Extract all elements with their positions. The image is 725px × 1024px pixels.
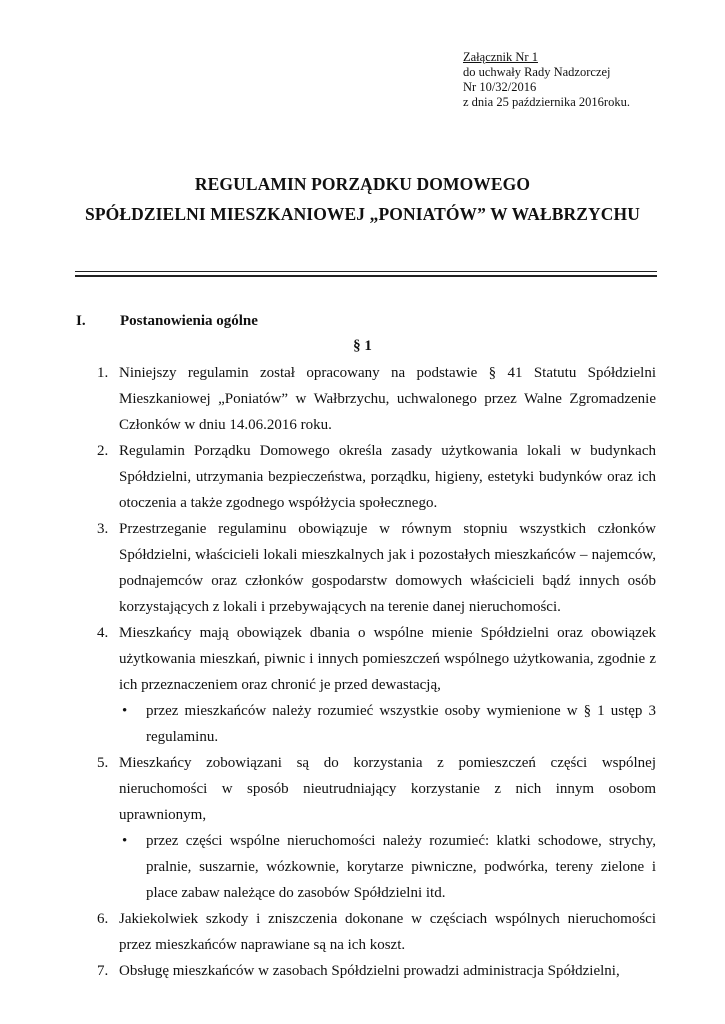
list-item-text: Niniejszy regulamin został opracowany na podstawie § 41 Statutu Spółdzielni Mieszkaniowej „Poniatów” w Wałbrzychu, uchwalonego przez Walne Zgromadzenie Członków w dniu 14.06.2016 roku. — [119, 365, 656, 433]
attachment-resolution-number: Nr 10/32/2016 — [463, 80, 537, 94]
list-item-3 — [97, 516, 656, 620]
list-item-number: 1. — [97, 365, 109, 381]
list-item-2 — [97, 438, 656, 516]
list-item-text: Przestrzeganie regulaminu obowiązuje w równym stopniu wszystkich członków Spółdzielni, właścicieli lokali mieszkalnych jak i pozostałych mieszkańców – najemców, podnajemców oraz członków gospodarstw domowych właścicieli bądź innych osób korzystających z lokali i przebywających na terenie danej nieruchomości. — [119, 521, 656, 615]
document-subtitle: SPÓŁDZIELNI MIESZKANIOWEJ „PONIATÓW” W WAŁBRZYCHU — [85, 204, 640, 224]
list-item-7 — [97, 958, 656, 984]
bullet-text: przez mieszkańców należy rozumieć wszystkie osoby wymienione w § 1 ustęp 3 regulaminu. — [146, 703, 656, 745]
list-item-text: Mieszkańcy mają obowiązek dbania o wspólne mienie Spółdzielni oraz obowiązek użytkowania mieszkań, piwnic i innych pomieszczeń wspólnego użytkowania, zgodnie z ich przeznaczeniem oraz chronić je przed dewastacją, — [119, 625, 656, 693]
document-title: REGULAMIN PORZĄDKU DOMOWEGO — [194, 174, 531, 194]
list-item-number: 6. — [97, 911, 109, 927]
bullet-text: przez części wspólne nieruchomości należy rozumieć: klatki schodowe, strychy, pralnie, suszarnie, wózkownie, korytarze piwniczne, podwórka, tereny zielone i place zabaw należące do zasobów Spółdzielni itd. — [146, 833, 656, 901]
title-divider-thick — [75, 275, 657, 277]
bullet-item-4 — [122, 698, 656, 750]
title-divider-thin — [75, 271, 657, 272]
paragraph-mark: § 1 — [353, 338, 372, 354]
list-item-number: 5. — [97, 755, 109, 771]
bullet-item-5 — [122, 828, 656, 906]
list-item-number: 3. — [97, 521, 109, 537]
attachment-number: Załącznik Nr 1 — [463, 50, 538, 64]
list-item-6 — [97, 906, 656, 958]
list-item-4 — [97, 620, 656, 698]
list-item-text: Obsługę mieszkańców w zasobach Spółdzielni prowadzi administracja Spółdzielni, — [119, 963, 620, 979]
bullet-icon: • — [122, 833, 128, 849]
section-number: I. — [76, 313, 86, 329]
attachment-resolution: do uchwały Rady Nadzorczej — [463, 65, 611, 79]
attachment-note — [463, 50, 630, 110]
list-item-5 — [97, 750, 656, 828]
attachment-date: z dnia 25 października 2016roku. — [463, 95, 630, 109]
list-item-number: 2. — [97, 443, 109, 459]
list-item-1 — [97, 360, 656, 438]
bullet-icon: • — [122, 703, 128, 719]
regulation-list — [0, 360, 725, 984]
list-item-text: Mieszkańcy zobowiązani są do korzystania z pomieszczeń części wspólnej nieruchomości w sposób nieutrudniający korzystanie z nich innym osobom uprawnionym, — [119, 755, 656, 823]
section-title: Postanowienia ogólne — [120, 313, 258, 329]
list-item-number: 4. — [97, 625, 109, 641]
list-item-text: Regulamin Porządku Domowego określa zasady użytkowania lokali w budynkach Spółdzielni, utrzymania bezpieczeństwa, porządku, higieny, estetyki budynków oraz ich otoczenia a także zgodnego współżycia społecznego. — [119, 443, 656, 511]
list-item-number: 7. — [97, 963, 109, 979]
list-item-text: Jakiekolwiek szkody i zniszczenia dokonane w częściach wspólnych nieruchomości przez mieszkańców naprawiane są na ich koszt. — [119, 911, 656, 953]
